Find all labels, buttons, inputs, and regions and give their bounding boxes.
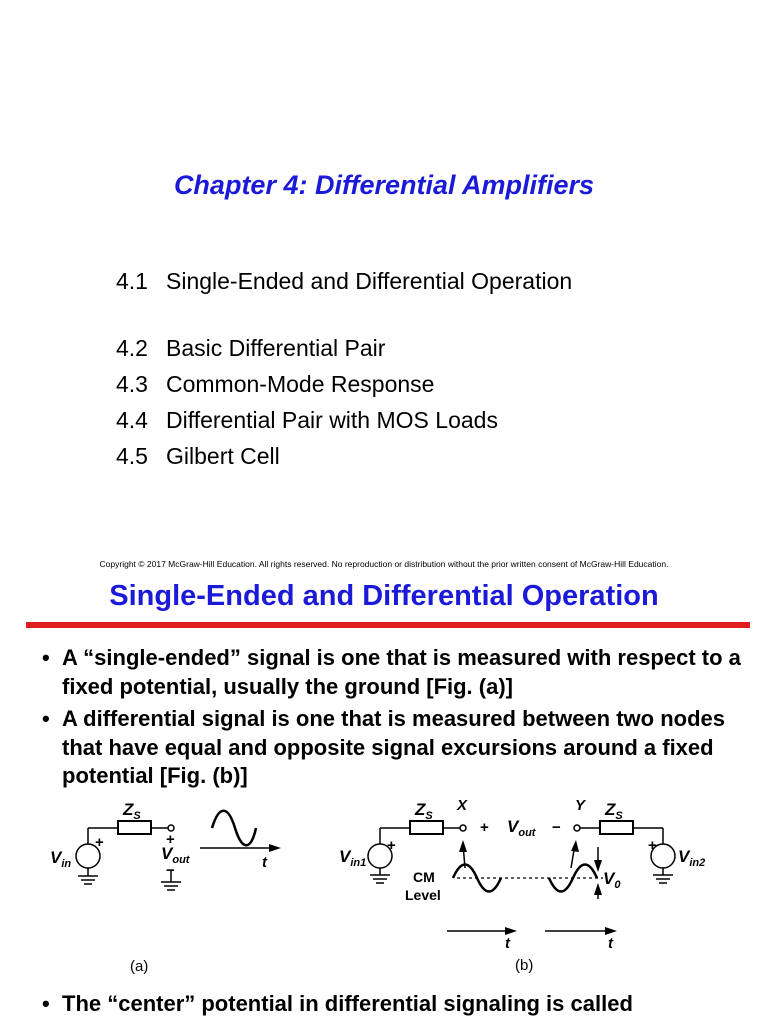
bullet-item: • The “center” potential in differential signaling is called — [42, 991, 633, 1016]
v0-label: V — [603, 869, 615, 888]
toc-item: 4.2 Basic Differential Pair — [116, 335, 386, 361]
vout-label: V — [161, 844, 173, 863]
bullet-item: • A “single-ended” signal is one that is measured with respect to a fixed potential, usually the ground [Fig. (a)] — [42, 645, 741, 699]
time-axis-label: t — [608, 935, 613, 952]
svg-text:Vout: $V_{out}$ — [161, 844, 190, 866]
svg-text:Vout: $V_{out}$ — [507, 817, 536, 839]
node-x-label: X — [457, 797, 468, 814]
minus-sign: − — [166, 862, 175, 879]
bullet-list — [42, 644, 742, 795]
svg-text:Vin2: $V_{in2}$ — [678, 847, 706, 869]
arrow-head-icon — [459, 840, 467, 852]
toc-item: 4.1 Single-Ended and Differential Operation — [116, 268, 573, 294]
toc-item: 4.4 Differential Pair with MOS Loads — [116, 407, 498, 433]
arrow-head-icon — [594, 883, 602, 895]
figure-a-single-ended — [40, 795, 300, 980]
vin2-label: V — [678, 847, 690, 866]
plus-sign: + — [166, 831, 175, 848]
cm-level-label: CM — [413, 869, 435, 885]
plus-sign: + — [95, 834, 104, 851]
arrow-head-icon — [594, 860, 602, 872]
svg-text:V0: $V_0$ — [603, 869, 621, 891]
vin-label: V — [50, 848, 62, 867]
vin1-label: V — [339, 847, 351, 866]
zs-label: Z — [415, 800, 426, 819]
time-axis-label: t — [262, 854, 267, 871]
sine-wave-icon — [212, 811, 256, 846]
toc-item: 4.3 Common-Mode Response — [116, 371, 435, 397]
plus-sign: + — [480, 819, 489, 836]
figure-caption: (b) — [515, 957, 534, 974]
toc-item: 4.5 Gilbert Cell — [116, 443, 280, 469]
resistor-icon — [410, 821, 443, 834]
zs-label: Z — [605, 800, 616, 819]
minus-sign: − — [552, 819, 561, 836]
copyright-notice: Copyright © 2017 McGraw-Hill Education. All rights reserved. No reproduction or distribution without the prior written consent of McGraw-Hill Education. — [99, 559, 669, 569]
zs-label: Z — [123, 800, 134, 819]
svg-text:ZS: $Z_S$ — [605, 800, 623, 822]
chapter-title: Chapter 4: Differential Amplifiers — [173, 170, 595, 200]
arrow-head-icon — [605, 927, 617, 935]
slide-title: Single-Ended and Differential Operation — [109, 580, 659, 612]
plus-sign: + — [387, 837, 396, 854]
arrow-head-icon — [505, 927, 517, 935]
resistor-icon — [118, 821, 151, 834]
resistor-icon — [600, 821, 633, 834]
bullet-item: • A differential signal is one that is measured between two nodes that have equal and opposite signal excursions around a fixed potential [Fig. (b)] — [42, 706, 725, 788]
arrow-head-icon — [269, 844, 281, 852]
svg-text:Vin: $V_{in}$ — [50, 848, 72, 870]
plus-sign: + — [648, 837, 657, 854]
cm-level-label: Level — [405, 887, 441, 903]
svg-text:ZS: $Z_S$ — [123, 800, 141, 822]
svg-text:Vin1: $V_{in1}$ — [339, 847, 367, 869]
vout-label: V — [507, 817, 519, 836]
figure-b-differential — [335, 792, 735, 980]
title-divider — [26, 622, 750, 628]
time-axis-label: t — [505, 935, 510, 952]
arrow-head-icon — [571, 840, 579, 852]
figure-caption: (a) — [130, 958, 149, 975]
svg-text:ZS: $Z_S$ — [415, 800, 433, 822]
table-of-contents — [116, 268, 572, 469]
node-y-label: Y — [575, 797, 586, 814]
